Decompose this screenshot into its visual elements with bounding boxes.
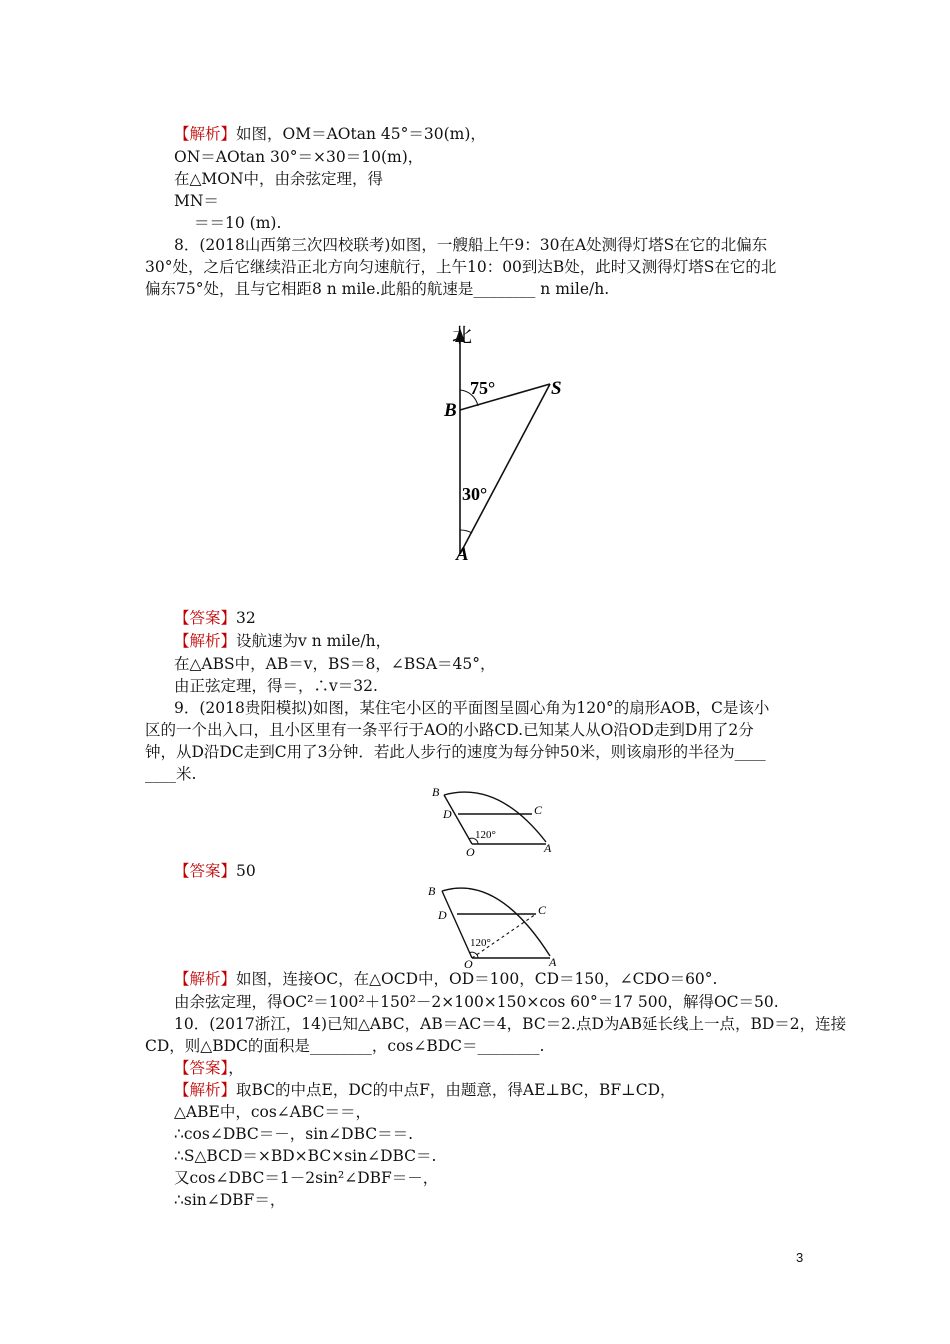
text-line (145, 257, 776, 277)
line-text: 钟，从D沿DC走到C用了3分钟．若此人步行的速度为每分钟50米，则该扇形的半径为____ (145, 743, 766, 761)
line-text: 在△ABS中，AB＝v，BS＝8，∠BSA＝45°， (174, 655, 496, 673)
point-a-label: A (456, 544, 469, 564)
line-text: △ABE中，cos∠ABC＝＝， (174, 1103, 372, 1121)
text-line (145, 720, 754, 740)
text-line (174, 608, 256, 628)
page-number: 3 (796, 1250, 804, 1265)
line-text: 如图，连接OC，在△OCD中，OD＝100，CD＝150，∠CDO＝60°. (236, 970, 718, 988)
point-c-label: C (538, 903, 547, 917)
line-text: ____米. (145, 765, 197, 783)
section-tag: 【解析】 (174, 125, 237, 143)
line-text: ＝＝10 (m). (194, 214, 282, 232)
line-text: 偏东75°处，且与它相距8 n mile.此船的航速是________ n mile/h. (145, 280, 610, 298)
line-text: 30°处，之后它继续沿正北方向匀速航行，上午10：00到达B处，此时又测得灯塔S在它的北 (145, 258, 777, 276)
angle-label: 120° (470, 937, 491, 949)
line-text: 如图，OM＝AOtan 45°＝30(m)， (236, 125, 486, 143)
line-text: ∴S△BCD＝×BD×BC×sin∠DBC＝. (174, 1147, 437, 1165)
line-text: 8．(2018山西第三次四校联考)如图，一艘船上午9：30在A处测得灯塔S在它的北偏东 (174, 236, 768, 254)
line-text: 9．(2018贵阳模拟)如图，某住宅小区的平面图呈圆心角为120°的扇形AOB，C是该小 (174, 699, 770, 717)
text-line (174, 676, 378, 696)
text-line (145, 279, 609, 299)
line-text: MN＝ (174, 192, 219, 210)
north-label: 北 (452, 325, 472, 347)
point-c-label: C (534, 803, 543, 817)
section-tag: 【解析】 (174, 970, 237, 988)
point-b-label: B (432, 785, 440, 799)
text-line (174, 1080, 676, 1100)
text-line (174, 861, 256, 881)
text-line (174, 1190, 285, 1210)
section-tag: 【解析】 (174, 1081, 237, 1099)
angle-label: 120° (475, 829, 496, 841)
text-line (174, 147, 423, 167)
angle-75-label: 75° (470, 378, 496, 398)
point-d-label: D (443, 807, 452, 821)
line-text: ∴sin∠DBF＝， (174, 1191, 286, 1209)
text-line (174, 191, 219, 211)
text-line (174, 698, 769, 718)
text-line (174, 1168, 438, 1188)
point-a-label: A (549, 955, 557, 968)
text-line (145, 742, 766, 762)
text-line (174, 1102, 371, 1122)
text-line (174, 992, 779, 1012)
text-line (174, 1014, 846, 1034)
section-tag: 【答案】 (174, 609, 237, 627)
line-text: 10．(2017浙江，14)已知△ABC，AB＝AC＝4，BC＝2.点D为AB延长线上一点，BD＝2，连接 (174, 1015, 847, 1033)
text-line (145, 764, 196, 784)
angle-30-label: 30° (462, 484, 488, 504)
sector-figure (428, 780, 558, 860)
line-text: 取BC的中点E，DC的中点F，由题意，得AE⊥BC，BF⊥CD， (236, 1081, 676, 1099)
section-tag: 【答案】 (174, 1059, 229, 1077)
line-text: 32 (236, 609, 256, 627)
sector-oc-figure (424, 876, 564, 968)
text-line (174, 124, 486, 144)
text-line (174, 1124, 413, 1144)
point-a-label: A (544, 841, 552, 855)
text-line (174, 654, 496, 674)
line-text: ， (228, 1059, 244, 1077)
text-line (174, 631, 391, 651)
line-text: 由余弦定理，得OC²＝100²＋150²－2×100×150×cos 60°＝17 500，解得OC＝50. (174, 993, 779, 1011)
point-b-label: B (444, 400, 457, 421)
section-tag: 【答案】 (174, 862, 237, 880)
point-s-label: S (551, 378, 562, 399)
section-tag: 【解析】 (174, 632, 237, 650)
point-o-label: O (466, 845, 475, 859)
text-line (174, 1058, 244, 1078)
line-text: 在△MON中，由余弦定理，得 (174, 170, 384, 188)
line-text: 由正弦定理，得＝，∴v＝32. (174, 677, 378, 695)
line-text: 又cos∠DBC＝1－2sin²∠DBF＝－， (174, 1169, 439, 1187)
line-text: 50 (236, 862, 256, 880)
text-line (174, 235, 767, 255)
line-text: ON＝AOtan 30°＝×30＝10(m)， (174, 148, 424, 166)
line-text: 区的一个出入口，且小区里有一条平行于AO的小路CD.已知某人从O沿OD走到D用了2分 (145, 721, 754, 739)
line-text: CD，则△BDC的面积是________，cos∠BDC＝________. (145, 1037, 545, 1055)
point-o-label: O (464, 957, 473, 968)
line-text: ∴cos∠DBC＝－，sin∠DBC＝＝. (174, 1125, 414, 1143)
text-line (174, 969, 717, 989)
text-line (174, 1146, 436, 1166)
text-line (145, 1036, 544, 1056)
line-text: 设航速为v n mile/h， (236, 632, 392, 650)
point-d-label: D (438, 908, 447, 922)
point-b-label: B (428, 884, 436, 898)
text-line (194, 213, 281, 233)
text-line (174, 169, 383, 189)
ship-triangle-figure (438, 318, 578, 564)
